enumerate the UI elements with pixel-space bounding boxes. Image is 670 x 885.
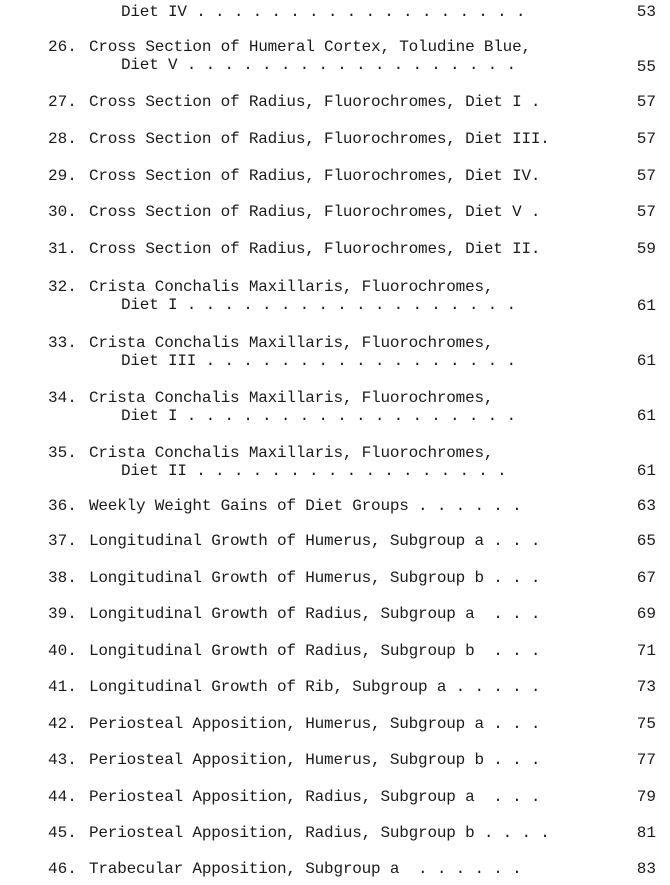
entry-page-number: 55	[636, 58, 656, 76]
entry-title-line-1: Longitudinal Growth of Humerus, Subgroup a . . .	[89, 532, 541, 550]
entry-number: 41.	[48, 678, 77, 696]
entry-title-line-1: Cross Section of Radius, Fluorochromes, Diet II.	[89, 240, 541, 258]
entry-title-line-1: Longitudinal Growth of Rib, Subgroup a . . . . .	[89, 678, 541, 696]
entry-number: 37.	[48, 532, 77, 550]
entry-number: 33.	[48, 334, 77, 352]
entry-page-number: 59	[636, 240, 656, 258]
entry-title-line-2: Diet I . . . . . . . . . . . . . . . . . .	[121, 296, 516, 314]
entry-page-number: 57	[636, 203, 656, 221]
entry-title-line-1: Crista Conchalis Maxillaris, Fluorochromes,	[89, 444, 494, 462]
entry-number: 44.	[48, 788, 77, 806]
entry-number: 30.	[48, 203, 77, 221]
entry-title-line-1: Crista Conchalis Maxillaris, Fluorochromes,	[89, 389, 494, 407]
entry-title-line-1: Cross Section of Radius, Fluorochromes, Diet V .	[89, 203, 541, 221]
entry-title-line-2: Diet I . . . . . . . . . . . . . . . . . .	[121, 407, 516, 425]
entry-number: 40.	[48, 642, 77, 660]
entry-title-line-1: Longitudinal Growth of Humerus, Subgroup b . . .	[89, 569, 541, 587]
entry-number: 29.	[48, 167, 77, 185]
entry-page-number: 75	[636, 715, 656, 733]
entry-page-number: 61	[636, 352, 656, 370]
entry-title-line-1: Cross Section of Humeral Cortex, Toludine Blue,	[89, 38, 531, 56]
entry-page-number: 61	[636, 407, 656, 425]
entry-page-number: 57	[636, 167, 656, 185]
entry-title-line-1: Cross Section of Radius, Fluorochromes, Diet I .	[89, 93, 541, 111]
entry-title-line-2: Diet II . . . . . . . . . . . . . . . . .	[121, 462, 507, 480]
entry-number: 42.	[48, 715, 77, 733]
entry-number: 43.	[48, 751, 77, 769]
entry-title-line-1: Periosteal Apposition, Radius, Subgroup b . . . .	[89, 824, 550, 842]
entry-number: 31.	[48, 240, 77, 258]
entry-number: 39.	[48, 605, 77, 623]
entry-title-line-2: Diet IV . . . . . . . . . . . . . . . . . .	[121, 3, 526, 21]
entry-title-line-1: Periosteal Apposition, Humerus, Subgroup b . . .	[89, 751, 541, 769]
entry-page-number: 73	[636, 678, 656, 696]
entry-page-number: 77	[636, 751, 656, 769]
entry-page-number: 53	[636, 3, 656, 21]
entry-number: 38.	[48, 569, 77, 587]
entry-title-line-1: Crista Conchalis Maxillaris, Fluorochromes,	[89, 334, 494, 352]
entry-title-line-1: Longitudinal Growth of Radius, Subgroup b . . .	[89, 642, 541, 660]
entry-page-number: 65	[636, 532, 656, 550]
entry-number: 45.	[48, 824, 77, 842]
entry-number: 34.	[48, 389, 77, 407]
entry-title-line-1: Cross Section of Radius, Fluorochromes, Diet IV.	[89, 167, 541, 185]
entry-title-line-1: Trabecular Apposition, Subgroup a . . . . . .	[89, 860, 522, 878]
entry-title-line-2: Diet V . . . . . . . . . . . . . . . . . .	[121, 56, 516, 74]
entry-number: 27.	[48, 93, 77, 111]
entry-title-line-1: Periosteal Apposition, Humerus, Subgroup a . . .	[89, 715, 541, 733]
entry-title-line-1: Weekly Weight Gains of Diet Groups . . . . . .	[89, 497, 522, 515]
entry-number: 26.	[48, 38, 77, 56]
entry-number: 35.	[48, 444, 77, 462]
entry-number: 36.	[48, 497, 77, 515]
entry-page-number: 71	[636, 642, 656, 660]
entry-page-number: 57	[636, 130, 656, 148]
entry-title-line-2: Diet III . . . . . . . . . . . . . . . . .	[121, 352, 516, 370]
entry-page-number: 79	[636, 788, 656, 806]
entry-title-line-1: Cross Section of Radius, Fluorochromes, Diet III.	[89, 130, 550, 148]
entry-page-number: 61	[636, 462, 656, 480]
entry-page-number: 81	[636, 824, 656, 842]
entry-number: 32.	[48, 278, 77, 296]
entry-page-number: 69	[636, 605, 656, 623]
entry-title-line-1: Longitudinal Growth of Radius, Subgroup a . . .	[89, 605, 541, 623]
entry-page-number: 61	[636, 297, 656, 315]
entry-page-number: 63	[636, 497, 656, 515]
entry-number: 46.	[48, 860, 77, 878]
entry-page-number: 83	[636, 860, 656, 878]
entry-title-line-1: Crista Conchalis Maxillaris, Fluorochromes,	[89, 278, 494, 296]
entry-title-line-1: Periosteal Apposition, Radius, Subgroup a . . .	[89, 788, 541, 806]
entry-page-number: 67	[636, 569, 656, 587]
entry-number: 28.	[48, 130, 77, 148]
entry-page-number: 57	[636, 93, 656, 111]
